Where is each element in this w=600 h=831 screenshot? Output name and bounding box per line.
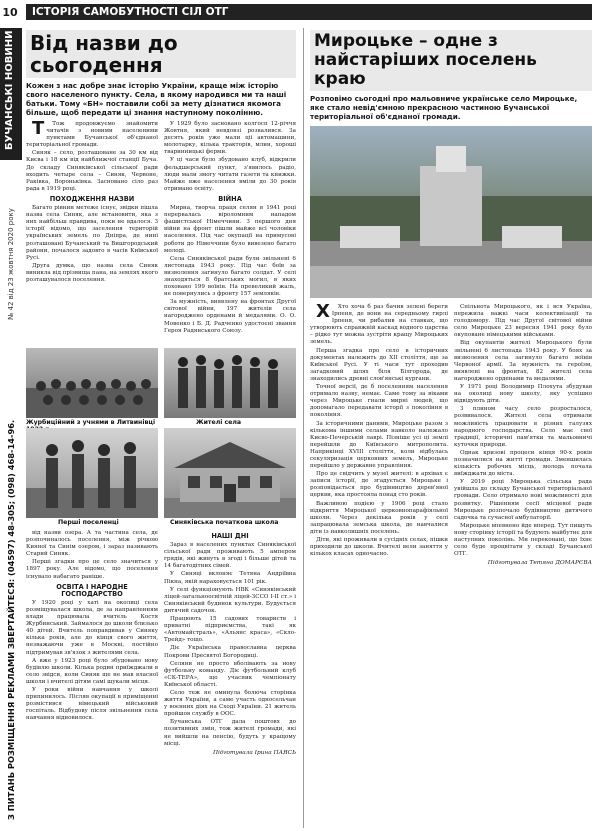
- right-col1-p7: Діти, які проживали в сусідніх селах, пішки приходили до школи. Вчителі вели заняття у кількох класах одночасно.: [310, 537, 448, 558]
- right-col2-p1: Спільнота Мироцького, як і вся Україна, пережила важкі часи колективізації та голодомору. Під час Другої світової війни село Мироцьке 23 вересня 1941 року було окуповане німецькими військами.: [454, 304, 592, 339]
- right-article: [310, 28, 592, 567]
- dropcap: Х: [316, 301, 330, 322]
- right-article-columns: [310, 301, 592, 824]
- photo-school-1922-image: [26, 348, 158, 418]
- left-col1-heading: ПОХОДЖЕННЯ НАЗВИ: [49, 194, 135, 203]
- left-col1c-heading: ОСВІТА І НАРОДНЕ ГОСПОДАРСТВО: [56, 582, 128, 598]
- issue-info: № 42 від 23 жовтня 2020 року: [7, 208, 15, 320]
- right-col1-p1: Х Хто хоча б раз бачив зелені береги Ірпеня, де вони на середньому гирлі Ірпеня, чи рибалив на ставках, що утворюють справжній каскад водного царства – рідко тут можна зустріти кращу Мироцьких земель.: [310, 301, 448, 346]
- left-col2-p2: У ці часи було збудовано клуб, відкрили фельдшерський пункт, з'явилось радіо, люди мали змогу читати газети та книжки. Майже вже населення вміли до 30 років отримано освіту.: [164, 157, 296, 192]
- right-col1-p2: Перша згадка про село в історичних документах належить до XII століття, ще за Київської Русі. У ті часи тут проходив загадковий шлях біля Білгорода, де знаходились древні слов'янські кургани.: [310, 347, 448, 382]
- left-article: [26, 28, 296, 756]
- photo-monument: [310, 126, 592, 298]
- left-col-1: [26, 118, 158, 285]
- photo-first-settlers-image: [26, 428, 158, 518]
- photo-elementary-school-caption: Синяківська початкова школа: [170, 519, 279, 526]
- left-col2c-p2: У Синяці вклоняє Тетяна Андріївна Пікна, якій нараховується 101 рік.: [164, 571, 296, 585]
- page-number: 10: [2, 6, 18, 19]
- right-col-1: [310, 301, 448, 559]
- right-col2-p4: З плином часу село розросталося, розвивалося. Жителі села отримали можливість працювати в різних галузях народного господарства. Село має свої традиції, історичні пам'ятки та мальовничі куточки природи.: [454, 406, 592, 448]
- left-col2c-p1: Зараз в населених пунктах Синяківської сільської ради проживають 5 ампером грядів, які живуть в згоді і більше дітей та 14 багатодітних сімей.: [164, 542, 296, 570]
- photo-school-1922: [26, 348, 158, 418]
- photo-first-settlers-caption: Перші поселенці: [58, 519, 119, 526]
- right-col1-p6: Важливою подією у 1906 році стало відкриття Мироцької церковнопарафіяльної школи. Через декілька років у селі запрацювала земська школа, де навчалися діти із навколишніх поселень.: [310, 500, 448, 535]
- left-col2c-p8: Бучанська ОТГ дала поштовх до позитивних змін, тож жителі громади, які не вийшли на пенсію, будуть у кращому місці.: [164, 719, 296, 747]
- right-article-title: Мироцьке – одне з найстаріших поселень краю: [310, 30, 592, 91]
- left-col1d-p1: У 1920 році у хаті на околиці села розміщувалася школа, де за направленням влади працювала вчитель Костя Журбинський. Займалося до школи близько 40 дітей. Вчитель поправдивав у Синяку кілька років, але до кінця свого життя, незважаючи уже в Москві, постійно підтримував зв'язок з жителями села.: [26, 599, 158, 656]
- sidebar: [0, 28, 22, 831]
- brand-name: БУЧАНСЬКІ НОВИНИ: [4, 30, 15, 150]
- right-col2-p6: У 2019 році Мироцька сільська рада увійшла до складу Бучанської територіальної громади. Село отримало нові можливості для розвитку. Рішенням сесії місцевої ради Мироцьке розпочало будівництво дитячого садочка та сучасної амбулаторії.: [454, 479, 592, 521]
- left-col1b-p2: Друга думка, що назва села Синяк виникла від прізвища пана, на землях якого розташувалося поселення.: [26, 262, 158, 283]
- left-article-top-columns: [26, 118, 296, 371]
- page-header: [0, 0, 600, 26]
- left-col2c-p6: Селяни не просто вболівають за нову футбольну команду. Діє футбольний клуб «СК-ТЕРА», що учасник чемпіонату Київської області.: [164, 660, 296, 688]
- right-col1-p5: Про це свідчить у музеї жителі: в архівах є записи історії, де згадується Мироцьке і розповідається про будівництво дерев'яної церкви, яка простояла понад сто років.: [310, 471, 448, 499]
- section-title: ІСТОРІЯ САМОБУТНОСТІ СІЛ ОТГ: [26, 4, 592, 20]
- right-col2-p2: Від окупантів жителі Мироцького були звільнені 6 листопада 1943 року. У боях за визволення села загинуло багато воїнів Червоної армії. За мужність та героїзм, виявлені на фронтах, 82 жителі села нагороджено орденами та медалями.: [454, 340, 592, 382]
- right-article-lead: Розповімо сьогодні про мальовниче українське село Мироцьке, яке стало невід'ємною прекрасною частиною Бучанської територіальної об'єднаної громади.: [310, 94, 578, 121]
- photo-villagers: [164, 348, 296, 418]
- left-col1c-p1: від назви озера. А та частина села, де розпочиналось поселення, між річкою Кияної та Синім озером, і зараз називають Старий Синяк.: [26, 530, 158, 558]
- left-col2-heading: ВІЙНА: [218, 194, 242, 203]
- left-col2c-heading: НАШІ ДНІ: [211, 532, 249, 540]
- left-col-4: [164, 530, 296, 757]
- photo-monument-image: [310, 126, 592, 298]
- left-article-title: Від назви до сьогодення: [26, 30, 296, 78]
- photo-elementary-school: [164, 428, 296, 518]
- right-col-2: [454, 304, 592, 567]
- right-col2-p7: Мироцьке впевнено йде вперед. Тут пишуть нову сторінку історії та будують майбутнє для наступних поколінь. Ми переконані, що їхнє село буде процвітати у складі Бучанської ОТГ.: [454, 522, 592, 558]
- left-article-signature: Підготувала Ірина ПАЯСЬ: [212, 749, 296, 756]
- photo-first-settlers: [26, 428, 158, 518]
- photo-elementary-school-image: [164, 428, 296, 518]
- left-col2-p1: У 1929 було засновано колгосп 12-річчя Жовтня, який невдовзі розвалився. За десять років уже мали ціі автомашини, молотарку, кілька тракторів, млин, хороші тваринницькі ферми.: [164, 121, 296, 156]
- left-col2b-p3: За мужність, виявлену на фронтах Другої світової війни, 197 жителів села нагороджено орденами й медалями. О. О. Мовенко і Б. Д. Радченко удостоєні звання Героя Радянського Союзу.: [164, 299, 296, 334]
- left-col2c-p5: Діє Українська православна церква Покрови Пресвятої Богородиці.: [164, 645, 296, 659]
- right-col2-p5: Однак кризові процеси кінця 90-х років позначилися на житті громади. Зменшилась кількість робочих місць, молодь почала виїжджати до міста.: [454, 449, 592, 478]
- left-article-lead: Кожен з нас добре знає історію України, краще між історію свого населеного пункту. Села, в якому народився ми та наші батьки. Тому «БН» поставили собі за мету дізнатися якомога більше, щоб передати ці знання наступному поколінню.: [26, 81, 287, 117]
- photo-school-1922-caption: Журбиційний з учнями в Литвинівці: [26, 419, 156, 426]
- left-col2c-p7: Село теж не оминула болюча сторінка життя України, а саме участь односельчан у воєнних діях на Сході України. 21 житель пройшов службу в ООС.: [164, 689, 296, 718]
- left-article-bottom-columns: [26, 530, 296, 830]
- left-col2c-p4: Працюють 15 садових товариств і приватні підприємства, такі як «Автомайстраль», «Альянс краса», «Скло-Трейд» тощо.: [164, 616, 296, 644]
- left-col1d-p2: А вже у 1923 році було збудовано нову будівлю школи. Кілька родин приїжджали в село звідси, коли Синяк ще не мав власної школи і вчителі дітям самі шукали місця.: [26, 657, 158, 685]
- left-col-2: [164, 121, 296, 336]
- brand-strip: [0, 28, 22, 160]
- left-col2b-p1: Мирна, творча праця селян в 1941 році перервалась віроломним нападом фашистської Німеччини. З першого дня війни на фронт пішли майже всі чоловіки населення. Під час окупації на примусові роботи до Німеччини було вивезено багато молоді.: [164, 205, 296, 254]
- right-col1-p4: За історичними даними, Мироцьке разом з кількома іншими селами навколо належало Києво-Печерській лаврі. Пізніше усі ці землі перейшли до Київського митрополита. Наприкінці XVIII століття, коли відбулась секуляризація церковних земель, Мироцьке перейшло у державне управління.: [310, 420, 448, 470]
- left-col-3: [26, 530, 158, 723]
- photo-villagers-caption: Жителі села: [196, 419, 242, 426]
- left-col1c-p2: Перші згадки про це село значиться у 1897 року. Але відомо, що поселення існувало набагато раніше.: [26, 559, 158, 580]
- photo-villagers-image: [164, 348, 296, 418]
- left-col1d-p3: У роки війни навчання у школі припинилось. Післяв окупації в приміщенні розмістився німецький військовий госпіталь. Відбудову після звільнення села навчання відновилося.: [26, 686, 158, 722]
- right-col1-p3: Точної версії, де б поселенням населення отримало назву, немає. Саме тому за віками через Мироцьке гнали мирні людей, що допомагало передавати історії з покоління в покоління.: [310, 384, 448, 419]
- left-col2b-p2: Села Синяківської ради були звільнені 6 листопада 1943 року. Під час боїв за визволення загинуло багато солдат. У селі знаходяться 8 братських могил, в яких поховано 199 воїнів. На превеликий жаль, не повернулись з фронту 157 земляків.: [164, 255, 296, 298]
- ad-contact: З ПИТАНЬ РОЗМІЩЕННЯ РЕКЛАМИ ЗВЕРТАЙТЕСЯ: (04597) 48-305; (098) 468-14-96.: [6, 419, 16, 820]
- left-col1b-p1: Багато рівнин метеже існує, звідки пішла назва села Синяк, але встановити, яка з них найбільш правдива, поки не вдалося. З історії відомо, що заселення територій українських земель по Дніпра, де нині розташовані Бучанський та Вишгородський райони, почалося задовго в часів Київської Русі.: [26, 205, 158, 261]
- dropcap: Т: [32, 118, 45, 139]
- right-col2-p3: У 1971 році Володимир Плохута збудував на околиці нову школу, яку успішно відвідують діти.: [454, 384, 592, 405]
- left-col2c-p3: У селі функціонують НВК «Синяківський ліцей-загальноосвітній ліцей-ЗССО І-ІІ ст.» і Синяківський будинок культури. Будується дитячий садочок.: [164, 586, 296, 614]
- right-article-signature: Підготувала Тетяна ДОМАРЄВА: [487, 560, 592, 567]
- column-divider: [303, 28, 304, 828]
- left-col1-p2: Синяк – село, розташоване за 30 км від Києва і 18 км від найближчої станції Буча. До складу Синяківської сільської ради входить четыре села – Синяк, Червоне, Раківка, Вороньківка. Засновано сіло раз рада в 1919 році.: [26, 150, 158, 192]
- left-col1-p1: Т Тож продовжуємо знайомити читачів з новими населеними пунктами Бучанської об'єднаної територіальної громади.: [26, 118, 158, 149]
